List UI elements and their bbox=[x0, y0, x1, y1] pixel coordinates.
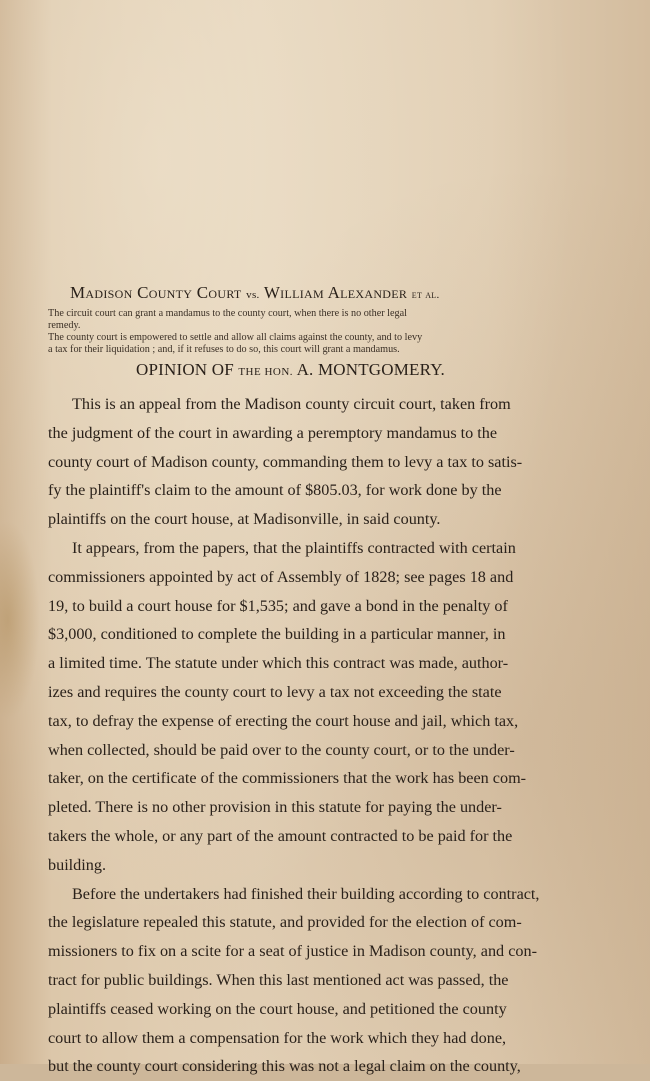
opinion-title bbox=[136, 360, 608, 380]
opinion-of: OPINION OF bbox=[136, 360, 234, 379]
text-line: tax, to defray the expense of erecting the court house and jail, which tax, bbox=[48, 711, 519, 730]
text-line: taker, on the certificate of the commissioners that the work has been com- bbox=[48, 769, 527, 788]
text-line: $3,000, conditioned to complete the building in a particular manner, in bbox=[48, 625, 506, 644]
paragraph-1 bbox=[48, 390, 608, 534]
text-line: a limited time. The statute under which this contract was made, author- bbox=[48, 654, 509, 673]
paragraph-3 bbox=[48, 880, 608, 1081]
headnote-line: The county court is empowered to settle and allow all claims against the county, and to levy bbox=[48, 332, 423, 343]
text-line: It appears, from the papers, that the plaintiffs contracted with certain bbox=[72, 538, 516, 557]
case-party-1: Madison County Court bbox=[70, 283, 242, 302]
headnote-line: a tax for their liquidation ; and, if it refuses to do so, this court will grant a mandamus. bbox=[48, 344, 400, 355]
text-line: but the county court considering this was not a legal claim on the county, bbox=[48, 1057, 521, 1076]
text-line: plaintiffs on the court house, at Madisonville, in said county. bbox=[48, 510, 441, 529]
text-line: missioners to fix on a scite for a seat of justice in Madison county, and con- bbox=[48, 942, 537, 961]
text-line: commissioners appointed by act of Assembly of 1828; see pages 18 and bbox=[48, 567, 514, 586]
text-line: fy the plaintiff's claim to the amount of $805.03, for work done by the bbox=[48, 481, 502, 500]
opinion-the-hon: THE HON. bbox=[238, 366, 294, 378]
text-line: izes and requires the county court to levy a tax not exceeding the state bbox=[48, 682, 502, 701]
text-line: the legislature repealed this statute, and provided for the election of com- bbox=[48, 913, 522, 932]
paper-stain bbox=[0, 520, 40, 720]
text-line: This is an appeal from the Madison county circuit court, taken from bbox=[72, 395, 511, 413]
case-party-2: William Alexander bbox=[263, 283, 408, 302]
headnote-line: The circuit court can grant a mandamus to the county court, when there is no other legal bbox=[48, 308, 407, 319]
case-vs: vs. bbox=[246, 289, 260, 301]
text-line: tract for public buildings. When this last mentioned act was passed, the bbox=[48, 970, 509, 989]
text-line: county court of Madison county, commanding them to levy a tax to satis- bbox=[48, 452, 523, 471]
text-line: pleted. There is no other provision in this statute for paying the under- bbox=[48, 798, 502, 817]
headnote bbox=[48, 308, 608, 356]
text-line: building. bbox=[48, 855, 107, 874]
text-line: court to allow them a compensation for the work which they had done, bbox=[48, 1028, 507, 1047]
text-line: Before the undertakers had finished their building according to contract, bbox=[72, 884, 540, 903]
text-line: when collected, should be paid over to the county court, or to the under- bbox=[48, 740, 515, 759]
paragraph-2 bbox=[48, 534, 608, 880]
case-et-al: et al. bbox=[411, 289, 440, 301]
headnote-line: remedy. bbox=[48, 320, 81, 331]
case-title bbox=[70, 282, 608, 306]
opinion-judge: A. MONTGOMERY. bbox=[296, 360, 445, 379]
text-line: plaintiffs ceased working on the court house, and petitioned the county bbox=[48, 999, 507, 1018]
text-line: the judgment of the court in awarding a peremptory mandamus to the bbox=[48, 423, 498, 442]
text-line: takers the whole, or any part of the amount contracted to be paid for the bbox=[48, 826, 513, 845]
text-block bbox=[48, 282, 608, 1081]
text-line: 19, to build a court house for $1,535; and gave a bond in the penalty of bbox=[48, 596, 508, 615]
